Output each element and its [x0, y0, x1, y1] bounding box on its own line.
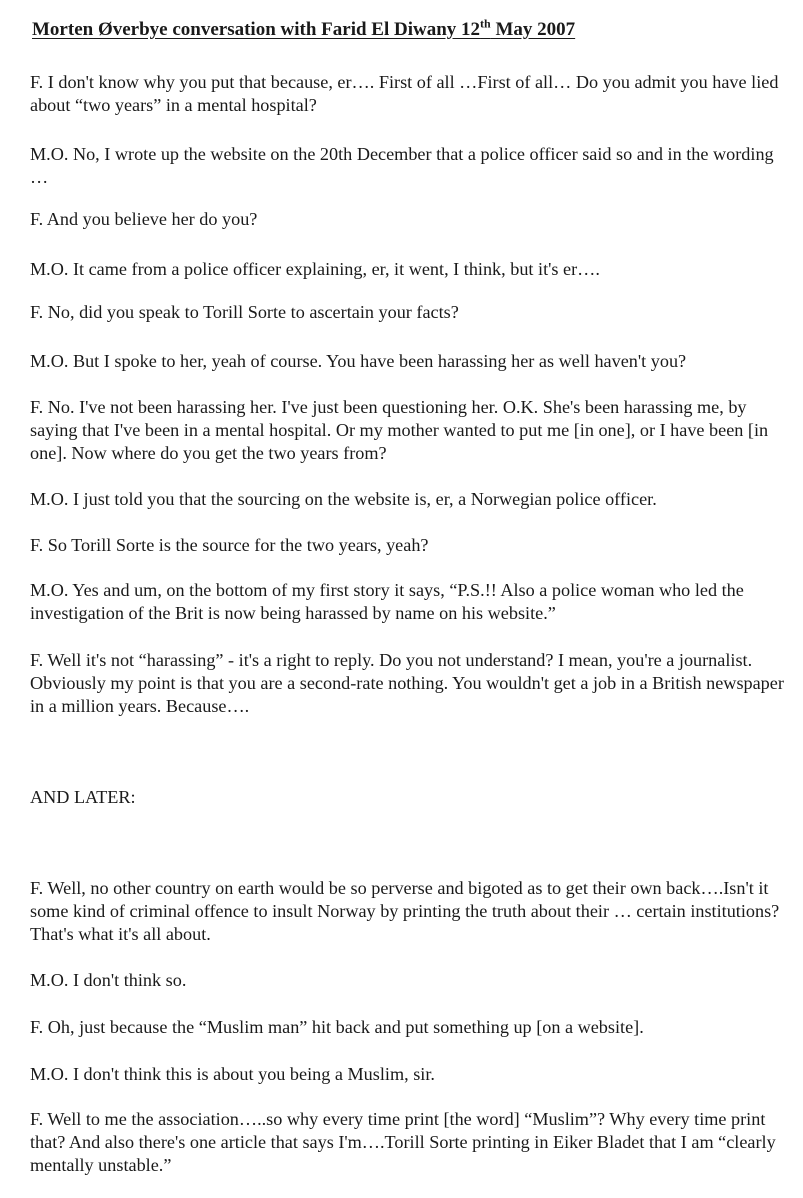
paragraph: M.O. I don't think so. — [30, 970, 187, 990]
paragraph: M.O. But I spoke to her, yeah of course. You have been harassing her as well haven't you? — [30, 351, 687, 371]
title-ordinal-suffix: th — [480, 16, 491, 31]
paragraph: F. Well it's not “harassing” - it's a right to reply. Do you not understand? I mean, you're a journalist. Obviously my point is that you are a second-rate nothing. You wouldn't get a job in a British newspaper in a million years. Because…. — [30, 650, 784, 716]
paragraph: F. So Torill Sorte is the source for the two years, yeah? — [30, 535, 429, 555]
paragraph: F. Oh, just because the “Muslim man” hit back and put something up [on a website]. — [30, 1017, 644, 1037]
document-title — [32, 16, 576, 41]
paragraph: M.O. No, I wrote up the website on the 20th December that a police officer said so and in the wording … — [30, 144, 774, 187]
paragraph: F. Well, no other country on earth would be so perverse and bigoted as to get their own back….Isn't it some kind of criminal offence to insult Norway by printing the truth about their … certain institutions? That's what it's all about. — [30, 878, 780, 944]
paragraph: M.O. I don't think this is about you being a Muslim, sir. — [30, 1064, 435, 1084]
paragraph: F. And you believe her do you? — [30, 209, 258, 229]
paragraph: F. I don't know why you put that because, er…. First of all …First of all… Do you admit you have lied about “two years” in a mental hospital? — [30, 72, 779, 115]
paragraph: M.O. Yes and um, on the bottom of my first story it says, “P.S.!! Also a police woman who led the investigation of the Brit is now being harassed by name on his website.” — [30, 580, 744, 623]
paragraph: M.O. I just told you that the sourcing on the website is, er, a Norwegian police officer. — [30, 489, 657, 509]
title-text-end: May 2007 — [490, 19, 576, 40]
paragraph: F. No. I've not been harassing her. I've just been questioning her. O.K. She's been harassing me, by saying that I've been in a mental hospital. Or my mother wanted to put me [in one], or I have been [in one]. Now where do you get the two years from? — [30, 397, 769, 463]
paragraph: F. Well to me the association…..so why every time print [the word] “Muslim”? Why every time print that? And also there's one article that says I'm….Torill Sorte printing in Eiker Bladet that I am “clearly mentally unstable.” — [30, 1109, 776, 1175]
paragraph: M.O. It came from a police officer explaining, er, it went, I think, but it's er…. — [30, 259, 600, 279]
title-text: Morten Øverbye conversation with Farid El Diwany 12 — [32, 19, 481, 40]
section-heading: AND LATER: — [30, 787, 136, 807]
paragraph: F. No, did you speak to Torill Sorte to ascertain your facts? — [30, 302, 459, 322]
